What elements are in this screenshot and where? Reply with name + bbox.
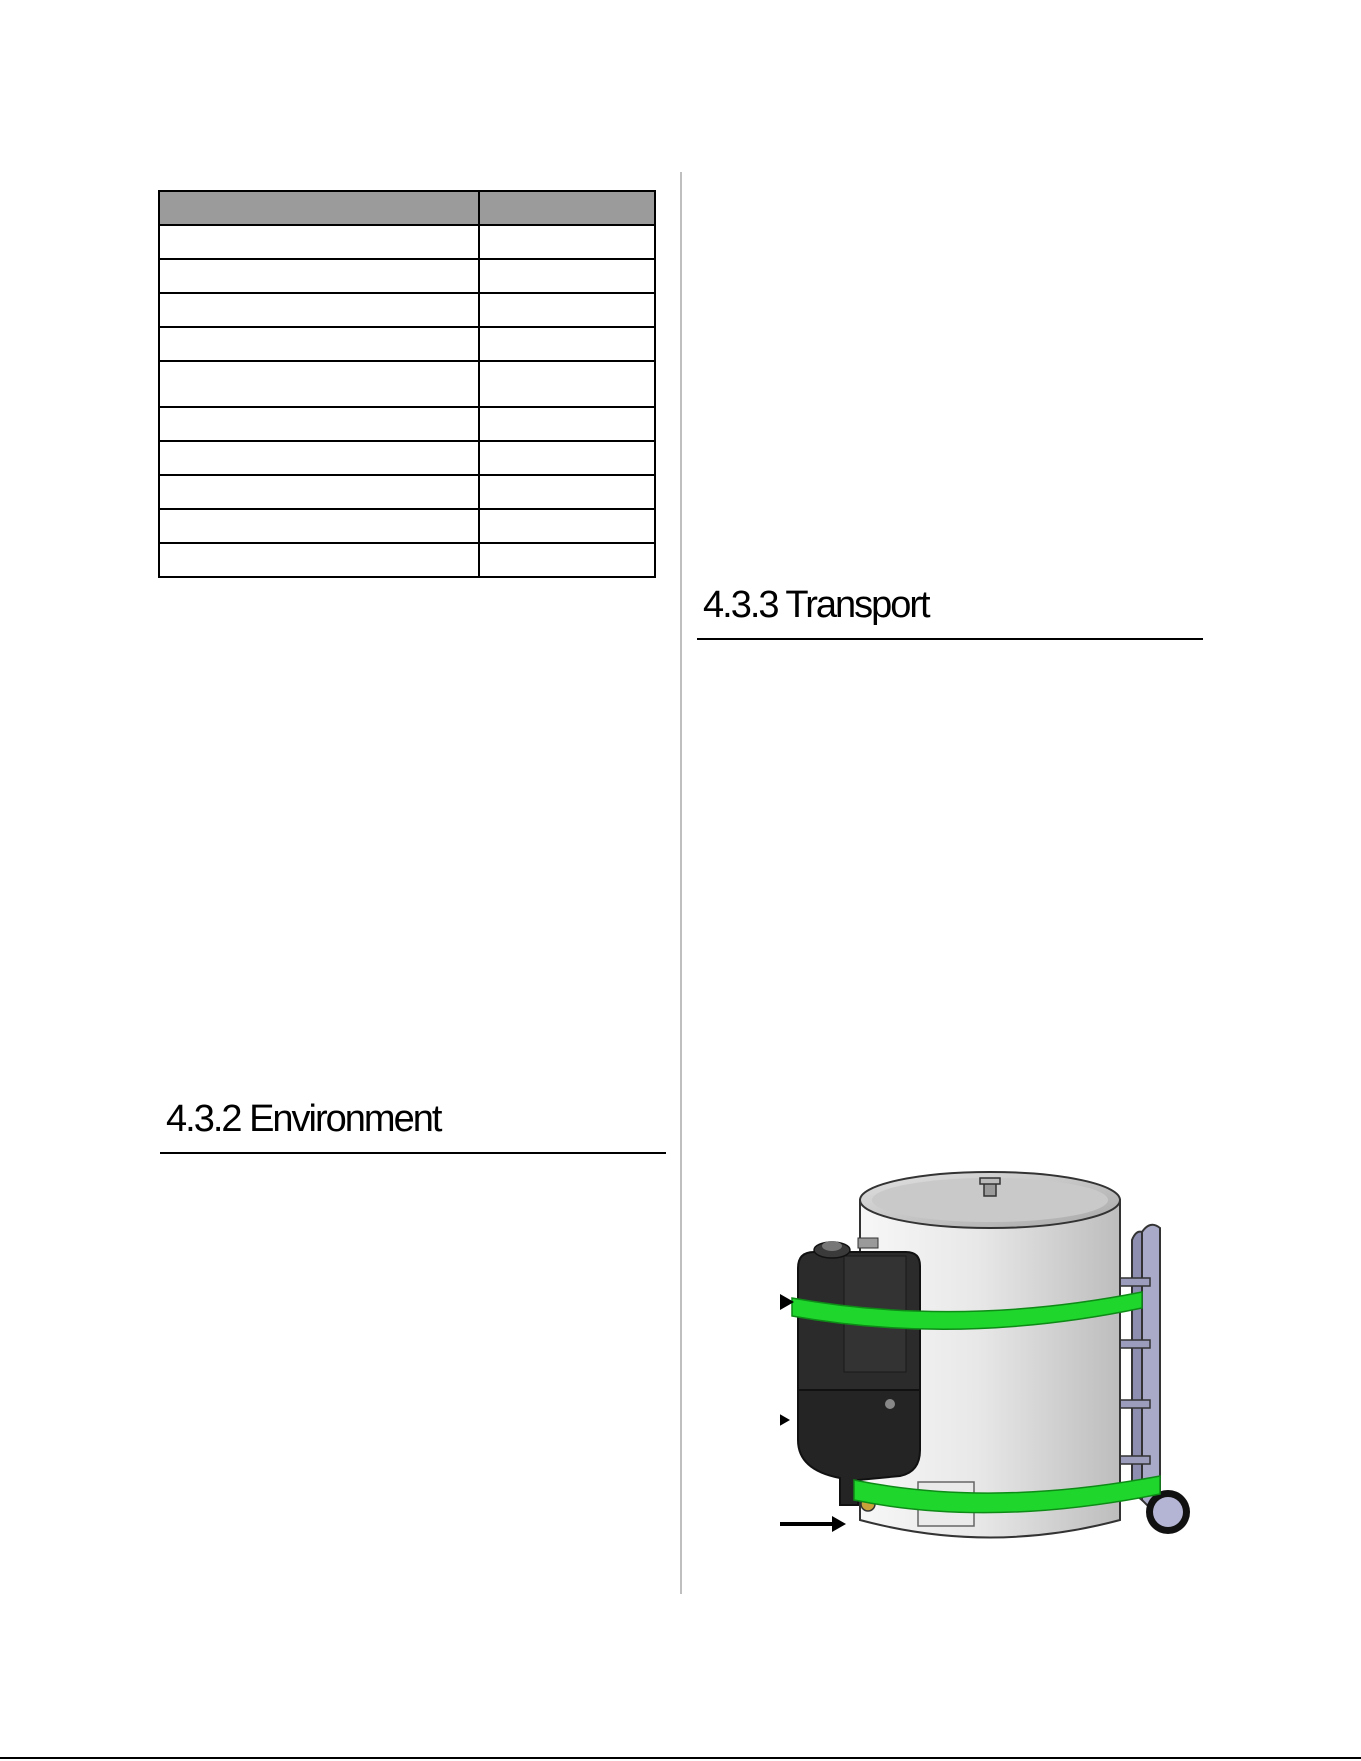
table-cell bbox=[159, 407, 479, 441]
table-cell bbox=[479, 259, 655, 293]
water-heater-hand-truck-illustration bbox=[780, 1160, 1220, 1600]
spec-table bbox=[158, 190, 656, 578]
table-cell bbox=[159, 475, 479, 509]
table-header-cell bbox=[159, 191, 479, 225]
table-cell bbox=[479, 543, 655, 577]
table-cell bbox=[159, 361, 479, 407]
column-divider bbox=[680, 172, 682, 1594]
table-cell bbox=[479, 475, 655, 509]
section-heading-environment: 4.3.2 Environment bbox=[160, 1100, 666, 1154]
arrow-right-icon bbox=[780, 1516, 846, 1532]
table-cell bbox=[159, 259, 479, 293]
section-heading-transport: 4.3.3 Transport bbox=[697, 586, 1203, 640]
table-row bbox=[159, 225, 655, 259]
table-cell bbox=[159, 225, 479, 259]
page-bottom-rule bbox=[0, 1757, 1361, 1759]
table-cell bbox=[159, 543, 479, 577]
table-cell bbox=[479, 361, 655, 407]
table-row bbox=[159, 407, 655, 441]
control-unit bbox=[798, 1238, 920, 1505]
arrow-right-icon bbox=[780, 1412, 790, 1428]
table-row bbox=[159, 543, 655, 577]
table-header-cell bbox=[479, 191, 655, 225]
table-cell bbox=[479, 327, 655, 361]
table-row bbox=[159, 441, 655, 475]
table-row bbox=[159, 361, 655, 407]
table-row bbox=[159, 327, 655, 361]
table-cell bbox=[159, 293, 479, 327]
table-header-row bbox=[159, 191, 655, 225]
table-cell bbox=[159, 509, 479, 543]
table-cell bbox=[479, 407, 655, 441]
table-cell bbox=[159, 441, 479, 475]
table-cell bbox=[479, 509, 655, 543]
table-row bbox=[159, 259, 655, 293]
table-cell bbox=[479, 441, 655, 475]
table-row bbox=[159, 475, 655, 509]
table-row bbox=[159, 293, 655, 327]
table-cell bbox=[159, 327, 479, 361]
table-row bbox=[159, 509, 655, 543]
table-cell bbox=[479, 293, 655, 327]
table-cell bbox=[479, 225, 655, 259]
